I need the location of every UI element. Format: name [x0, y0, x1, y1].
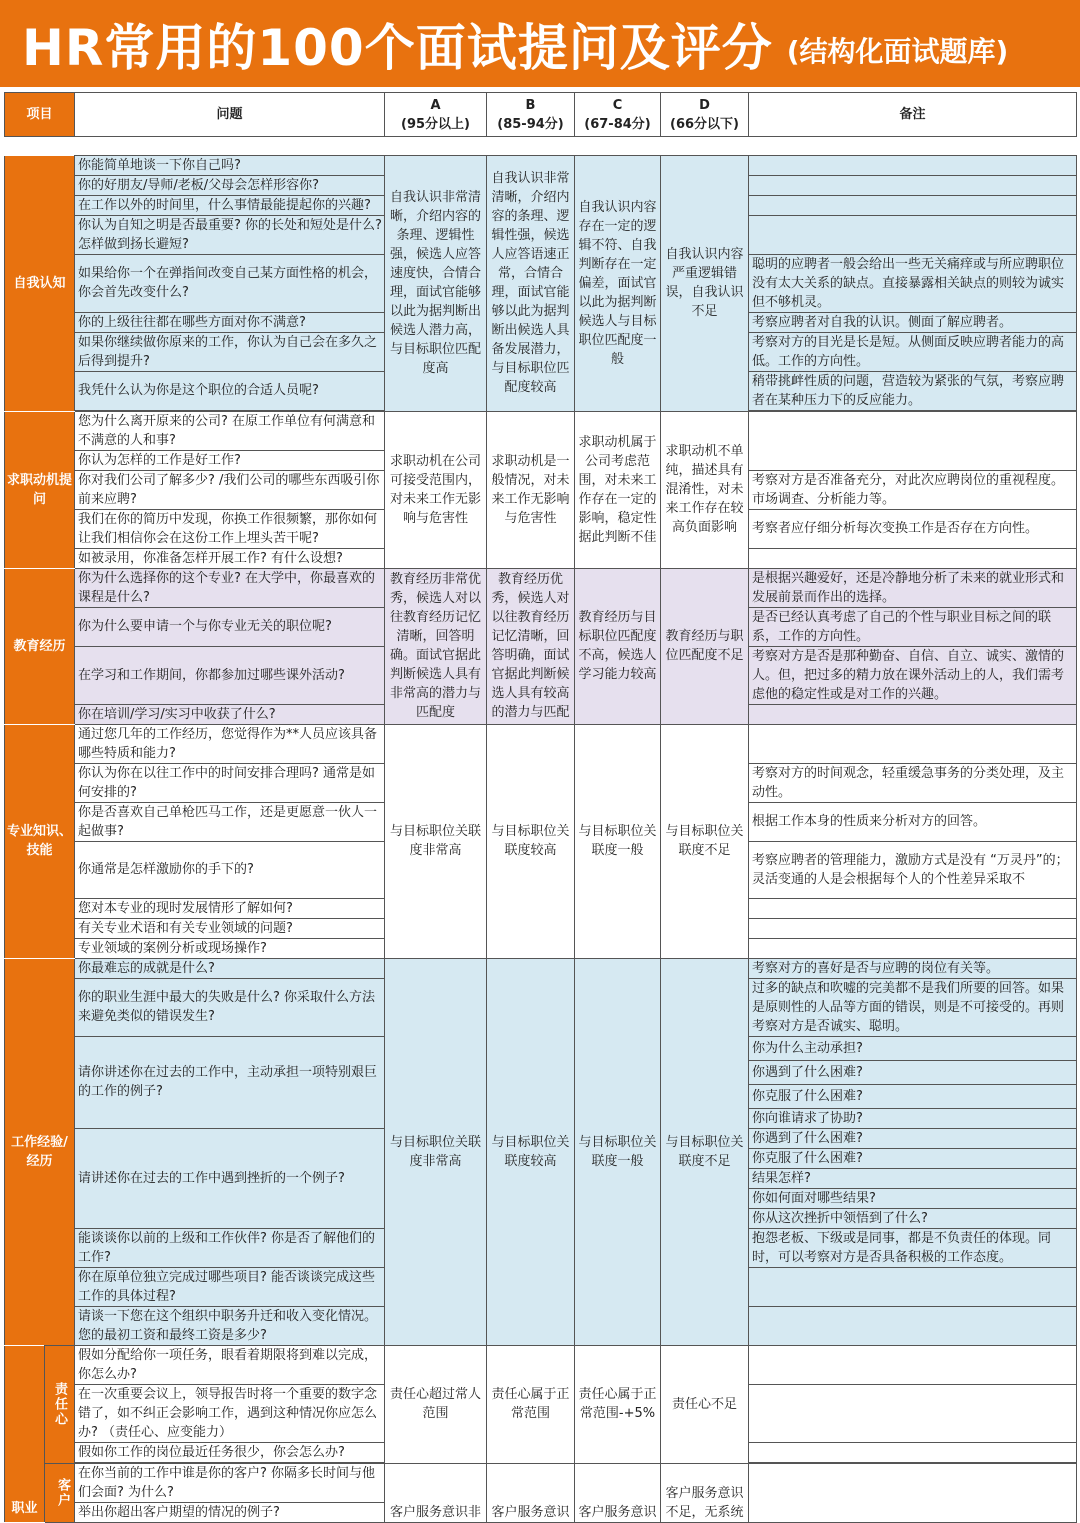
- header-grade-c: [575, 93, 661, 137]
- grade-c-cell: 责任心属于正常范围-+5%: [575, 1345, 661, 1463]
- note-cell: [749, 175, 1077, 195]
- grade-c-cell: 与目标职位关联度一般: [575, 724, 661, 958]
- note-cell: 考察对方的时间观念，轻重缓急事务的分类处理，及主动性。: [749, 763, 1077, 802]
- question-cell: 在工作以外的时间里，什么事情最能提起你的兴趣?: [75, 195, 385, 215]
- question-cell: 如被录用，你准备怎样开展工作? 有什么设想?: [75, 548, 385, 568]
- question-cell: 你认为你在以往工作中的时间安排合理吗? 通常是如何安排的?: [75, 763, 385, 802]
- note-cell: 考察应聘者的管理能力，激励方式是没有 “万灵丹”的；灵活变通的人是会根据每个人的个性差异采取不: [749, 841, 1077, 898]
- grade-a-letter: A: [430, 97, 441, 113]
- grade-b-cell: 自我认识非常清晰，介绍内容的条理、逻辑性强，候选人应答语速正常，合情合理，面试官能够以此为据判断出候选人具备发展潜力，与目标职位匹配度较高: [487, 155, 575, 411]
- interview-question-table-career: [4, 1345, 1077, 1523]
- note-cell: [749, 1384, 1077, 1442]
- grade-b-cell: 求职动机是一般情况，对未来工作无影响与危害性: [487, 411, 575, 568]
- note-cell: 根据工作本身的性质来分析对方的回答。: [749, 802, 1077, 841]
- question-cell: 通过您几年的工作经历，您觉得作为**人员应该具备哪些特质和能力?: [75, 724, 385, 763]
- grade-d-cell: 求职动机不单纯，描述具有混淆性，对未来工作存在较高负面影响: [661, 411, 749, 568]
- subcategory-customer: 客户: [45, 1463, 75, 1522]
- note-cell: 是根据兴趣爱好，还是冷静地分析了未来的就业形式和发展前景而作出的选择。: [749, 568, 1077, 607]
- question-cell: 你的好朋友/导师/老板/父母会怎样形容你?: [75, 175, 385, 195]
- grade-c-cell: 教育经历与目标职位匹配度不高，候选人学习能力较高: [575, 568, 661, 724]
- question-cell: 我们在你的简历中发现，你换工作很频繁，那你如何让我们相信你会在这份工作上埋头苦干呢?: [75, 509, 385, 548]
- note-cell: 你从这次挫折中领悟到了什么?: [749, 1208, 1077, 1228]
- note-cell: 考察对方的喜好是否与应聘的岗位有关等。: [749, 958, 1077, 978]
- grade-d-letter: D: [699, 97, 710, 113]
- header-grade-d: [661, 93, 749, 137]
- category-work-experience: 工作经验/经历: [5, 958, 75, 1345]
- question-cell: 你在培训/学习/实习中收获了什么?: [75, 704, 385, 724]
- question-cell: 你是否喜欢自己单枪匹马工作，还是更愿意一伙人一起做事?: [75, 802, 385, 841]
- note-cell: [749, 1345, 1077, 1384]
- grade-d-range: (66分以下): [670, 116, 739, 132]
- question-cell: 假如你工作的岗位最近任务很少，你会怎么办?: [75, 1442, 385, 1462]
- note-cell: [749, 704, 1077, 724]
- note-cell: [749, 898, 1077, 918]
- grade-b-cell: 教育经历优秀，候选人对以往教育经历记忆清晰，回答明确，面试官据此判断候选人具有较高的潜力与匹配: [487, 568, 575, 724]
- grade-a-cell: 教育经历非常优秀，候选人对以往教育经历记忆清晰，回答明确。面试官据此判断候选人具有非常高的潜力与匹配度: [385, 568, 487, 724]
- header-item: 项目: [5, 93, 75, 137]
- grade-b-letter: B: [525, 97, 536, 113]
- question-cell: 假如分配给你一项任务，眼看着期限将到难以完成，你怎么办?: [75, 1345, 385, 1384]
- grade-d-cell: 责任心不足: [661, 1345, 749, 1463]
- question-cell: 我凭什么认为你是这个职位的合适人员呢?: [75, 371, 385, 410]
- note-cell: 是否已经认真考虑了自己的个性与职业目标之间的联系，工作的方向性。: [749, 607, 1077, 646]
- note-cell: 过多的缺点和吹嘘的完美都不是我们所要的回答。如果是原则性的人品等方面的错误，则是不可接受的。再则考察对方是否诚实、聪明。: [749, 978, 1077, 1036]
- grade-d-cell: 客户服务意识不足，无系统: [661, 1463, 749, 1522]
- question-cell: 你认为自知之明是否最重要? 你的长处和短处是什么? 怎样做到扬长避短?: [75, 215, 385, 254]
- question-cell: 你最难忘的成就是什么?: [75, 958, 385, 978]
- question-cell: 在学习和工作期间，你都参加过哪些课外活动?: [75, 646, 385, 704]
- note-cell: [749, 938, 1077, 958]
- question-cell: 如果给你一个在弹指间改变自己某方面性格的机会，你会首先改变什么?: [75, 254, 385, 312]
- question-cell: 你在原单位独立完成过哪些项目? 能否谈谈完成这些工作的具体过程?: [75, 1267, 385, 1306]
- note-cell: [749, 548, 1077, 568]
- note-cell: [749, 918, 1077, 938]
- question-cell: 你的职业生涯中最大的失败是什么? 你采取什么方法来避免类似的错误发生?: [75, 978, 385, 1036]
- question-cell: 你的上级往往都在哪些方面对你不满意?: [75, 312, 385, 332]
- note-cell: [749, 155, 1077, 175]
- grade-b-cell: 客户服务意识: [487, 1463, 575, 1522]
- page-subtitle: (结构化面试题库): [786, 34, 1009, 68]
- header-grade-b: [487, 93, 575, 137]
- grade-d-cell: 教育经历与职位匹配度不足: [661, 568, 749, 724]
- note-cell: 抱怨老板、下级或是同事，都是不负责任的体现。同时，可以考察对方是否具备积极的工作态度。: [749, 1228, 1077, 1267]
- header-question: 问题: [75, 93, 385, 137]
- grade-c-cell: 与目标职位关联度一般: [575, 958, 661, 1345]
- note-cell: 聪明的应聘者一般会给出一些无关痛痒或与所应聘职位没有太大关系的缺点。直接暴露相关缺点的则较为诚实但不够机灵。: [749, 254, 1077, 312]
- note-cell: 考察者应仔细分析每次变换工作是否存在方向性。: [749, 509, 1077, 548]
- grade-c-cell: 求职动机属于公司考虑范围，对未来工作存在一定的影响，稳定性据此判断不佳: [575, 411, 661, 568]
- note-cell: [749, 215, 1077, 254]
- grade-a-cell: 客户服务意识非: [385, 1463, 487, 1522]
- question-cell: 你通常是怎样激励你的手下的?: [75, 841, 385, 898]
- note-cell: [749, 1267, 1077, 1306]
- note-cell: [749, 195, 1077, 215]
- category-job-motive: 求职动机提问: [5, 411, 75, 568]
- header-grade-a: [385, 93, 487, 137]
- note-cell: 你如何面对哪些结果?: [749, 1188, 1077, 1208]
- grade-b-cell: 责任心属于正常范围: [487, 1345, 575, 1463]
- note-cell: 结果怎样?: [749, 1168, 1077, 1188]
- header-row: [5, 93, 1077, 137]
- table-row: [5, 137, 1077, 156]
- category-career: 职业: [5, 1345, 45, 1522]
- note-cell: 考察对方的目光是长是短。从侧面反映应聘者能力的高低。工作的方向性。: [749, 332, 1077, 371]
- category-professional-skills: 专业知识、技能: [5, 724, 75, 958]
- grade-d-cell: 自我认识内容严重逻辑错误，自我认识不足: [661, 155, 749, 411]
- title-banner: [0, 0, 1080, 90]
- note-cell: 你克服了什么困难?: [749, 1084, 1077, 1108]
- interview-question-table-body: [4, 155, 1077, 1346]
- question-cell: 如果你继续做你原来的工作，你认为自己会在多久之后得到提升?: [75, 332, 385, 371]
- interview-question-table: [4, 92, 1077, 156]
- note-cell: 考察应聘者对自我的认识。侧面了解应聘者。: [749, 312, 1077, 332]
- grade-a-cell: 与目标职位关联度非常高: [385, 724, 487, 958]
- note-cell: 考察对方是否准备充分，对此次应聘岗位的重视程度。市场调查、分析能力等。: [749, 470, 1077, 509]
- grade-a-cell: 责任心超过常人范围: [385, 1345, 487, 1463]
- note-cell: 你遇到了什么困难?: [749, 1128, 1077, 1148]
- question-cell: 在你当前的工作中谁是你的客户? 你隔多长时间与他们会面? 为什么?: [75, 1463, 385, 1502]
- grade-b-range: (85-94分): [497, 116, 564, 132]
- question-cell: 您对本专业的现时发展情形了解如何?: [75, 898, 385, 918]
- grade-a-cell: 自我认识非常清晰，介绍内容的条理、逻辑性强，候选人应答速度快，合情合理，面试官能够以此为据判断出候选人潜力高，与目标职位匹配度高: [385, 155, 487, 411]
- question-cell: 在一次重要会议上，领导报告时将一个重要的数字念错了，如不纠正会影响工作，遇到这种情况你应怎么办? （责任心、应变能力）: [75, 1384, 385, 1442]
- note-cell: 你为什么主动承担?: [749, 1036, 1077, 1060]
- category-self-awareness: 自我认知: [5, 155, 75, 411]
- subcategory-responsibility: 责任心: [45, 1345, 75, 1463]
- header-note: 备注: [749, 93, 1077, 137]
- note-cell: [749, 1306, 1077, 1345]
- question-cell: 专业领域的案例分析或现场操作?: [75, 938, 385, 958]
- grade-d-cell: 与目标职位关联度不足: [661, 724, 749, 958]
- grade-c-cell: 自我认识内容存在一定的逻辑不符、自我判断存在一定偏差，面试官以此为据判断候选人与目标职位匹配度一般: [575, 155, 661, 411]
- note-cell: 你遇到了什么困难?: [749, 1060, 1077, 1084]
- question-cell: 你为什么要申请一个与你专业无关的职位呢?: [75, 607, 385, 646]
- note-cell: 你克服了什么困难?: [749, 1148, 1077, 1168]
- question-cell: 有关专业术语和有关专业领域的问题?: [75, 918, 385, 938]
- question-cell: 你能简单地谈一下你自己吗?: [75, 155, 385, 175]
- grade-d-cell: 与目标职位关联度不足: [661, 958, 749, 1345]
- grade-a-cell: 求职动机在公司可接受范围内，对未来工作无影响与危害性: [385, 411, 487, 568]
- question-cell: 您为什么离开原来的公司? 在原工作单位有何满意和不满意的人和事?: [75, 411, 385, 450]
- grade-c-cell: 客户服务意识: [575, 1463, 661, 1522]
- category-education: 教育经历: [5, 568, 75, 724]
- note-cell: [749, 411, 1077, 470]
- note-cell: [749, 724, 1077, 763]
- question-cell: 请你讲述你在过去的工作中，主动承担一项特别艰巨的工作的例子?: [75, 1036, 385, 1128]
- note-cell: [749, 1442, 1077, 1462]
- question-table-container: [4, 92, 1076, 1520]
- grade-b-cell: 与目标职位关联度较高: [487, 958, 575, 1345]
- grade-a-cell: 与目标职位关联度非常高: [385, 958, 487, 1345]
- grade-b-cell: 与目标职位关联度较高: [487, 724, 575, 958]
- grade-c-range: (67-84分): [584, 116, 651, 132]
- note-cell: 你向谁请求了协助?: [749, 1108, 1077, 1128]
- note-cell: [749, 1463, 1077, 1522]
- question-cell: 你认为怎样的工作是好工作?: [75, 450, 385, 470]
- question-cell: 能谈谈你以前的上级和工作伙伴? 你是否了解他们的工作?: [75, 1228, 385, 1267]
- grade-c-letter: C: [612, 97, 623, 113]
- page-title: HR常用的100个面试提问及评分: [22, 18, 773, 77]
- question-cell: 你对我们公司了解多少? /我们公司的哪些东西吸引你前来应聘?: [75, 470, 385, 509]
- question-cell: 请谈一下您在这个组织中职务升迁和收入变化情况。您的最初工资和最终工资是多少?: [75, 1306, 385, 1345]
- note-cell: 稍带挑衅性质的问题，营造较为紧张的气氛，考察应聘者在某种压力下的反应能力。: [749, 371, 1077, 410]
- question-cell: 请讲述你在过去的工作中遇到挫折的一个例子?: [75, 1128, 385, 1228]
- grade-a-range: (95分以上): [401, 116, 470, 132]
- question-cell: 举出你超出客户期望的情况的例子?: [75, 1502, 385, 1522]
- note-cell: 考察对方是否是那种勤奋、自信、自立、诚实、激情的人。但，把过多的精力放在课外活动上的人，我们需考虑他的稳定性或是对工作的兴趣。: [749, 646, 1077, 704]
- question-cell: 你为什么选择你的这个专业? 在大学中，你最喜欢的课程是什么?: [75, 568, 385, 607]
